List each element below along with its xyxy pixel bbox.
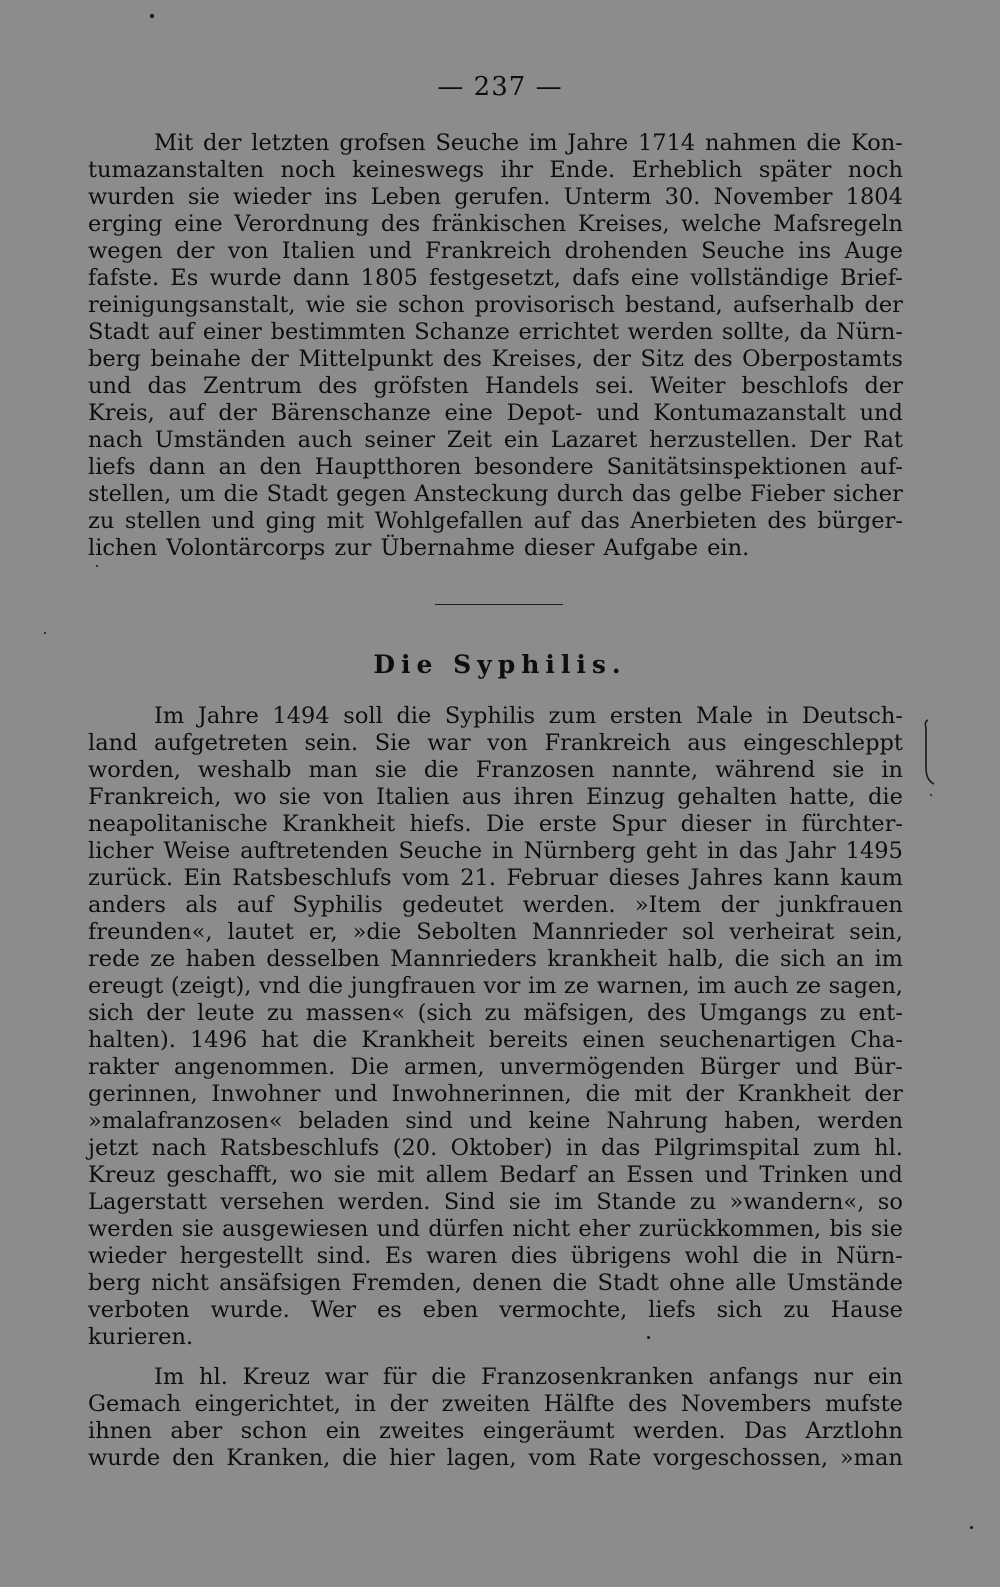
text-line: neapolitanische Krankheit hiefs. Die erste Spur dieser in fürchter- (88, 811, 903, 837)
text-line: rakter angenommen. Die armen, unvermögenden Bürger und Bür- (88, 1054, 903, 1080)
text-line: wurde den Kranken, die hier lagen, vom Rate vorgeschossen, »man (88, 1445, 903, 1471)
text-line: Mit der letzten grofsen Seuche im Jahre 1714 nahmen die Kon- (154, 130, 903, 156)
text-line: tumazanstalten noch keineswegs ihr Ende. Erheblich später noch (88, 157, 903, 183)
text-line: Frankreich, wo sie von Italien aus ihren Einzug gehalten hatte, die (88, 784, 903, 810)
text-line: kurieren. (88, 1324, 194, 1350)
text-line: »malafranzosen« beladen sind und keine Nahrung haben, werden (88, 1108, 903, 1134)
text-line: werden sie ausgewiesen und dürfen nicht eher zurückkommen, bis sie (88, 1216, 903, 1242)
text-line: sich der leute zu massen« (sich zu mäfsigen, des Umgangs zu ent- (88, 1000, 903, 1026)
ink-speck (150, 14, 154, 18)
text-line: fafste. Es wurde dann 1805 festgesetzt, dafs eine vollständige Brief- (88, 265, 903, 291)
text-line: wurden sie wieder ins Leben gerufen. Unterm 30. November 1804 (88, 184, 903, 210)
section-heading: Die Syphilis. (373, 650, 627, 679)
text-line: wieder hergestellt sind. Es waren dies übrigens wohl die in Nürn- (88, 1243, 903, 1269)
text-line: berg beinahe der Mittelpunkt des Kreises, der Sitz des Oberpostamts (88, 346, 903, 372)
text-line: nach Umständen auch seiner Zeit ein Lazaret herzustellen. Der Rat (88, 427, 903, 453)
text-line: gerinnen, Inwohner und Inwohnerinnen, die mit der Krankheit der (88, 1081, 903, 1107)
text-line: Im hl. Kreuz war für die Franzosenkranken anfangs nur ein (154, 1364, 903, 1390)
text-line: zu stellen und ging mit Wohlgefallen auf das Anerbieten des bürger- (88, 508, 903, 534)
text-line: worden, weshalb man sie die Franzosen nannte, während sie in (88, 757, 903, 783)
section-divider (435, 604, 563, 605)
ink-speck (44, 632, 46, 634)
text-line: ereugt (zeigt), vnd die jungfrauen vor im ze warnen, im auch ze sagen, (88, 973, 903, 999)
text-line: Lagerstatt versehen werden. Sind sie im Stande zu »wandern«, so (88, 1189, 903, 1215)
ink-speck (970, 1526, 973, 1529)
text-line: wegen der von Italien und Frankreich drohenden Seuche ins Auge (88, 238, 903, 264)
text-line: und das Zentrum des gröfsten Handels sei. Weiter beschlofs der (88, 373, 903, 399)
text-line: Gemach eingerichtet, in der zweiten Hälfte des Novembers mufste (88, 1391, 903, 1417)
text-line: land aufgetreten sein. Sie war von Frankreich aus eingeschleppt (88, 730, 903, 756)
text-line: halten). 1496 hat die Krankheit bereits einen seuchenartigen Cha- (88, 1027, 903, 1053)
text-line: Stadt auf einer bestimmten Schanze errichtet werden sollte, da Nürn- (88, 319, 903, 345)
ink-speck (96, 565, 98, 567)
text-line: erging eine Verordnung des fränkischen Kreises, welche Mafsregeln (88, 211, 903, 237)
text-line: jetzt nach Ratsbeschlufs (20. Oktober) in das Pilgrimspital zum hl. (88, 1135, 903, 1161)
text-line: rede ze haben desselben Mannrieders krankheit halb, die sich an im (88, 946, 903, 972)
text-line: reinigungsanstalt, wie sie schon provisorisch bestand, aufserhalb der (88, 292, 903, 318)
paragraph-syphilis-intro (88, 703, 903, 1351)
text-line: ihnen aber schon ein zweites eingeräumt werden. Das Arztlohn (88, 1418, 903, 1444)
ink-speck (647, 1336, 650, 1339)
text-line: Kreis, auf der Bärenschanze eine Depot- und Kontumazanstalt und (88, 400, 903, 426)
text-line: liefs dann an den Hauptthoren besondere Sanitätsinspektionen auf- (88, 454, 903, 480)
text-line: Kreuz geschafft, wo sie mit allem Bedarf an Essen und Trinken und (88, 1162, 903, 1188)
text-line: stellen, um die Stadt gegen Ansteckung durch das gelbe Fieber sicher (88, 481, 903, 507)
page-number: — 237 — (437, 72, 563, 102)
text-line: berg nicht ansäfsigen Fremden, denen die Stadt ohne alle Umstände (88, 1270, 903, 1296)
text-line: Im Jahre 1494 soll die Syphilis zum ersten Male in Deutsch- (154, 703, 903, 729)
margin-bracket-mark (922, 718, 942, 798)
text-line: verboten wurde. Wer es eben vermochte, liefs sich zu Hause (88, 1297, 903, 1323)
text-line: zurück. Ein Ratsbeschlufs vom 21. Februar dieses Jahres kann kaum (88, 865, 903, 891)
text-line: freunden«, lautet er, »die Sebolten Mannrieder sol verheirat sein, (88, 919, 903, 945)
text-line: lichen Volontärcorps zur Übernahme dieser Aufgabe ein. (88, 535, 750, 561)
paragraph-franzosenkranken (88, 1364, 903, 1472)
text-line: anders als auf Syphilis gedeutet werden. »Item der junkfrauen (88, 892, 903, 918)
paragraph-contumacy (88, 130, 903, 562)
text-line: licher Weise auftretenden Seuche in Nürnberg geht in das Jahr 1495 (88, 838, 903, 864)
